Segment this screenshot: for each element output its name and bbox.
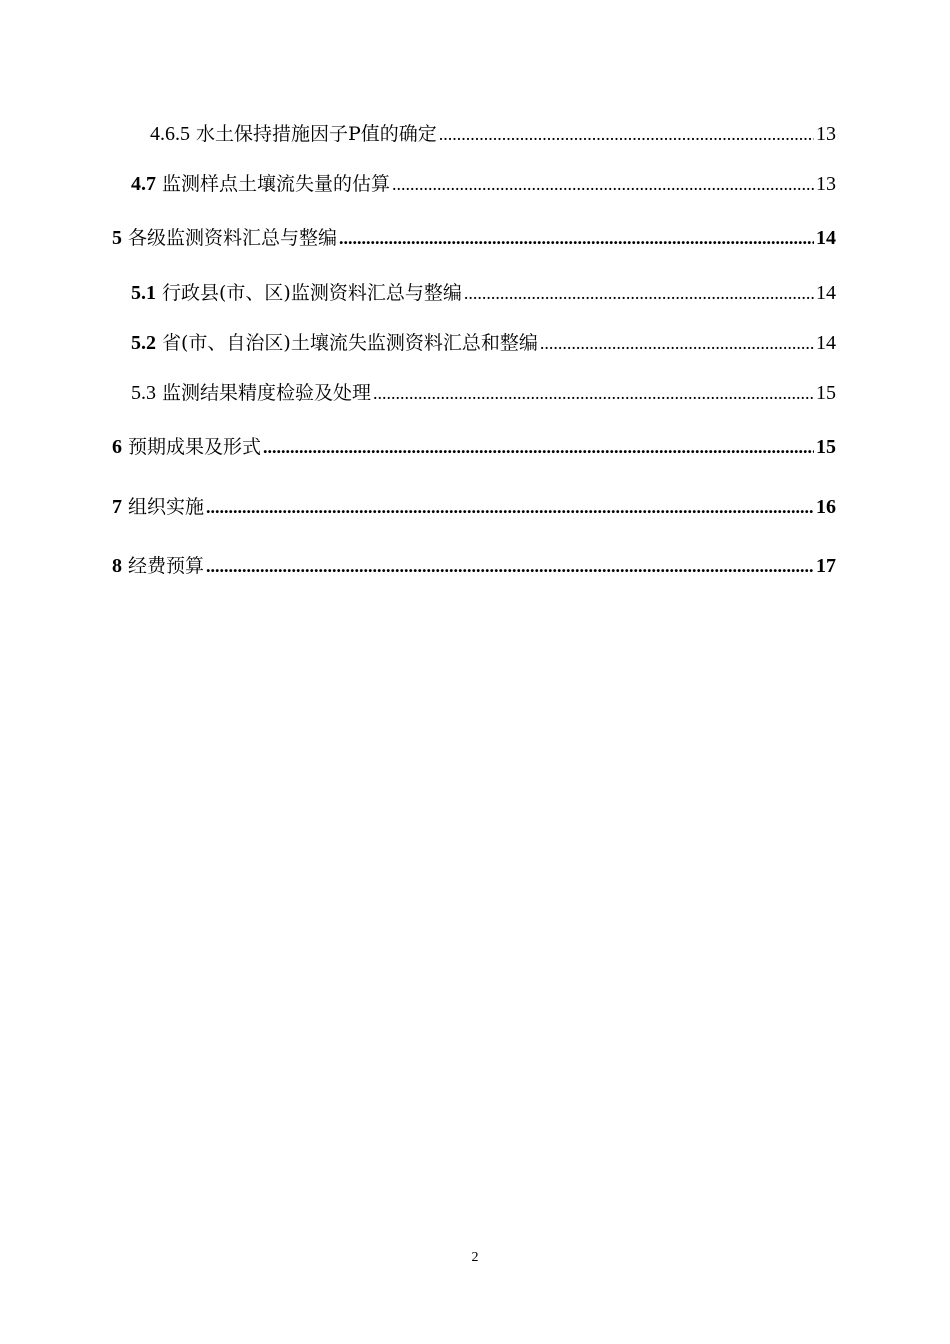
- toc-leader-dots: [464, 280, 814, 306]
- toc-number: 5: [112, 227, 122, 249]
- toc-number: 4.7: [131, 173, 156, 195]
- footer-page-number: 2: [471, 1250, 479, 1265]
- toc-number: 5.3: [131, 382, 156, 404]
- toc-leader-dots: [540, 330, 814, 356]
- toc-leader-dots: [373, 380, 814, 406]
- toc-page: 14: [816, 332, 836, 354]
- toc-entry-4-6-5[interactable]: [150, 121, 836, 147]
- toc-leader-dots: [263, 434, 814, 460]
- toc-page: 17: [816, 555, 836, 577]
- toc-title: 水土保持措施因子P值的确定: [196, 123, 437, 145]
- toc-title: 监测结果精度检验及处理: [162, 382, 372, 404]
- toc-entry-4-7[interactable]: [131, 171, 836, 197]
- toc-entry-5[interactable]: [112, 225, 836, 251]
- toc-title: 经费预算: [128, 555, 205, 577]
- toc-number: 4.6.5: [150, 123, 190, 145]
- toc-page: 15: [816, 436, 836, 458]
- toc-entry-6[interactable]: [112, 434, 836, 460]
- toc-page: 15: [816, 382, 836, 404]
- toc-page: 14: [816, 282, 836, 304]
- toc-title: 省(市、自治区)土壤流失监测资料汇总和整编: [162, 332, 538, 354]
- toc-page: 16: [816, 496, 836, 518]
- toc-entry-8[interactable]: [112, 553, 836, 579]
- toc-title: 预期成果及形式: [128, 436, 262, 458]
- toc-number: 6: [112, 436, 122, 458]
- toc-leader-dots: [206, 494, 814, 520]
- toc-number: 5.1: [131, 282, 156, 304]
- toc-title: 监测样点土壤流失量的估算: [162, 173, 391, 195]
- toc-leader-dots: [339, 225, 814, 251]
- toc-entry-5-3[interactable]: [131, 380, 836, 406]
- toc-page: 13: [816, 173, 836, 195]
- toc-number: 5.2: [131, 332, 156, 354]
- toc-entry-5-1[interactable]: [131, 280, 836, 306]
- toc-leader-dots: [206, 553, 814, 579]
- toc-title: 组织实施: [128, 496, 205, 518]
- toc-entry-7[interactable]: [112, 494, 836, 520]
- toc-title: 行政县(市、区)监测资料汇总与整编: [162, 282, 462, 304]
- toc-page: 13: [816, 123, 836, 145]
- toc-entry-5-2[interactable]: [131, 330, 836, 356]
- toc-number: 7: [112, 496, 122, 518]
- toc-page: 14: [816, 227, 836, 249]
- toc-leader-dots: [439, 121, 814, 147]
- toc-number: 8: [112, 555, 122, 577]
- toc-leader-dots: [392, 171, 814, 197]
- toc-title: 各级监测资料汇总与整编: [128, 227, 338, 249]
